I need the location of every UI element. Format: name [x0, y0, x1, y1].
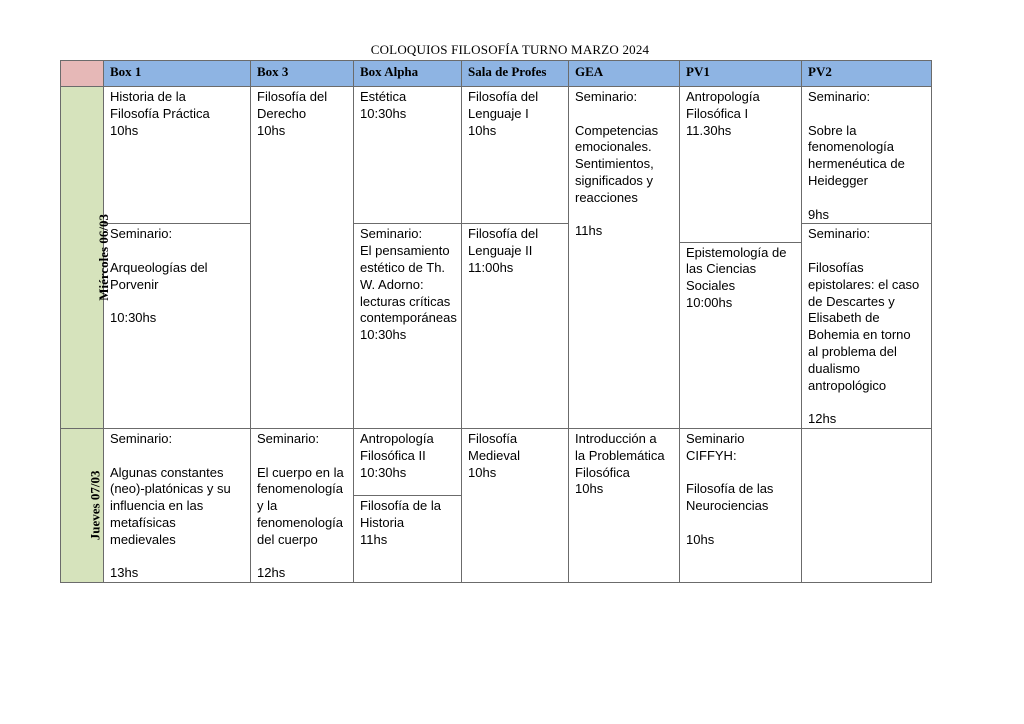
day-label-jueves: Jueves 07/03	[61, 428, 104, 582]
page-title: COLOQUIOS FILOSOFÍA TURNO MARZO 2024	[370, 42, 650, 57]
cell-mie-pv1-epistemologia: Epistemología de las Ciencias Sociales 10:00hs	[680, 242, 802, 428]
cell-jue-alpha-historia: Filosofía de la Historia 11hs	[354, 496, 462, 583]
corner-cell	[61, 61, 104, 87]
cell-mie-alpha-adorno: Seminario: El pensamiento estético de Th. W. Adorno: lecturas críticas contemporáneas 10:30hs	[354, 224, 462, 429]
table-row	[61, 428, 932, 495]
cell-mie-box1-historia: Historia de la Filosofía Práctica 10hs	[104, 87, 251, 224]
cell-mie-pv1-antropologia: Antropología Filosófica I 11.30hs	[680, 87, 802, 243]
cell-jue-sala-medieval: Filosofía Medieval 10hs	[462, 428, 569, 582]
cell-jue-pv1-neurociencias: Seminario CIFFYH: Filosofía de las Neurociencias 10hs	[680, 428, 802, 582]
cell-mie-gea-seminario: Seminario: Competencias emocionales. Sentimientos, significados y reacciones 11hs	[569, 87, 680, 429]
schedule-table	[60, 60, 932, 583]
cell-jue-box1-neoplatonicas: Seminario: Algunas constantes (neo)-platónicas y su influencia en las metafísicas medievales 13hs	[104, 428, 251, 582]
cell-jue-pv2-empty	[802, 428, 932, 582]
header-box1: Box 1	[104, 61, 251, 87]
cell-mie-pv2-epistolares: Seminario: Filosofías epistolares: el caso de Descartes y Elisabeth de Bohemia en torno al problema del dualismo antropológico 12hs	[802, 224, 932, 429]
cell-mie-sala-lenguaje-1: Filosofía del Lenguaje I 10hs	[462, 87, 569, 224]
header-box3: Box 3	[251, 61, 354, 87]
cell-jue-alpha-antropologia-2: Antropología Filosófica II 10:30hs	[354, 428, 462, 495]
header-pv2: PV2	[802, 61, 932, 87]
header-row	[61, 61, 932, 87]
header-gea: GEA	[569, 61, 680, 87]
cell-mie-box1-arqueologias: Seminario: Arqueologías del Porvenir 10:30hs	[104, 224, 251, 429]
header-pv1: PV1	[680, 61, 802, 87]
table-row	[61, 87, 932, 224]
table-row	[61, 224, 932, 242]
cell-mie-alpha-estetica: Estética 10:30hs	[354, 87, 462, 224]
header-sala-de-profes: Sala de Profes	[462, 61, 569, 87]
cell-mie-box3-derecho: Filosofía del Derecho 10hs	[251, 87, 354, 429]
cell-mie-pv2-heidegger: Seminario: Sobre la fenomenología hermenéutica de Heidegger 9hs	[802, 87, 932, 224]
cell-mie-sala-lenguaje-2: Filosofía del Lenguaje II 11:00hs	[462, 224, 569, 429]
header-box-alpha: Box Alpha	[354, 61, 462, 87]
cell-jue-box3-cuerpo: Seminario: El cuerpo en la fenomenología y la fenomenología del cuerpo 12hs	[251, 428, 354, 582]
cell-jue-gea-introduccion: Introducción a la Problemática Filosófica 10hs	[569, 428, 680, 582]
day-label-miercoles: Miércoles 06/03	[61, 87, 104, 429]
